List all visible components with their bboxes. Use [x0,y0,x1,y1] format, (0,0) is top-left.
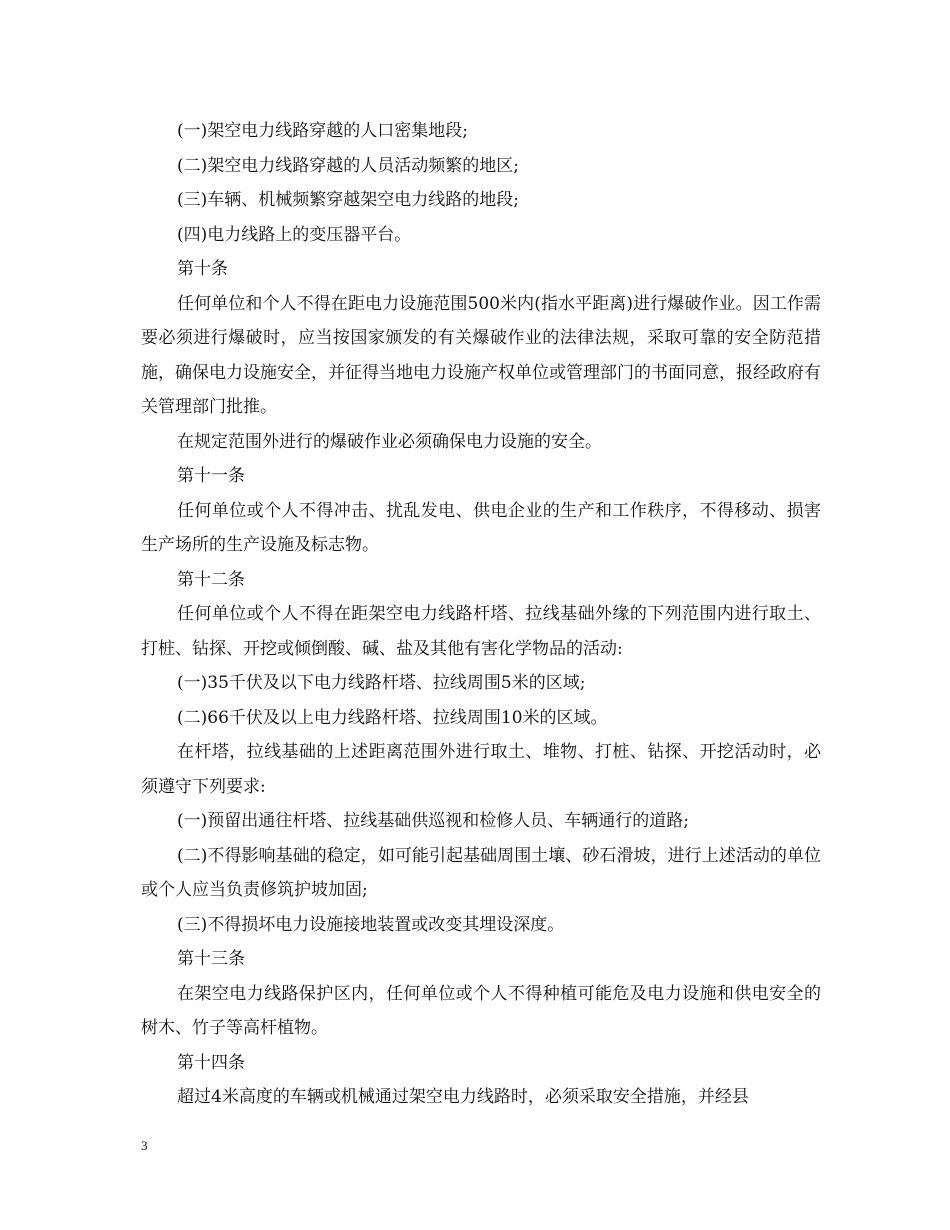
paragraph-clause-1: (一)架空电力线路穿越的人口密集地段; [177,121,468,141]
article-12-requirement-3: (三)不得损坏电力设施接地装置或改变其埋设深度。 [177,914,565,935]
article-12-requirement-2: (二)不得影响基础的稳定，如可能引起基础周围土壤、砂石滑坡，进行上述活动的单位或个人应当负责修筑护坡加固; [141,845,821,900]
article-10-note: 在规定范围外进行的爆破作业必须确保电力设施的安全。 [177,431,602,452]
article-11-body: 任何单位或个人不得冲击、扰乱发电、供电企业的生产和工作秩序，不得移动、损害生产场所的生产设施及标志物。 [141,500,821,555]
article-heading-13: 第十三条 [177,949,245,969]
document-body [141,114,821,1115]
article-12-clause-2: (二)66千伏及以上电力线路杆塔、拉线周围10米的区域。 [177,707,608,728]
article-heading-14: 第十四条 [177,1052,245,1073]
paragraph-clause-3: (三)车辆、机械频繁穿越架空电力线路的地段; [177,190,519,210]
article-12-clause-1: (一)35千伏及以下电力线路杆塔、拉线周围5米的区域; [177,673,586,693]
article-heading-12: 第十二条 [177,569,245,590]
article-13-body: 在架空电力线路保护区内，任何单位或个人不得种植可能危及电力设施和供电安全的树木、竹子等高杆植物。 [141,983,821,1038]
article-12-requirement-1: (一)预留出通往杆塔、拉线基础供巡视和检修人员、车辆通行的道路; [177,811,689,831]
article-heading-11: 第十一条 [177,466,245,486]
article-12-requirements: 在杆塔，拉线基础的上述距离范围外进行取土、堆物、打桩、钻探、开挖活动时，必须遵守下列要求: [141,742,821,797]
article-12-body: 任何单位或个人不得在距架空电力线路杆塔、拉线基础外缘的下列范围内进行取土、打桩、钻探、开挖或倾倒酸、碱、盐及其他有害化学物品的活动: [141,604,821,659]
paragraph-clause-2: (二)架空电力线路穿越的人员活动频繁的地区; [177,155,519,176]
article-14-body: 超过4米高度的车辆或机械通过架空电力线路时，必须采取安全措施，并经县 [177,1087,749,1107]
article-10-body: 任何单位和个人不得在距电力设施范围500米内(指水平距离)进行爆破作业。因工作需要必须进行爆破时，应当按国家颁发的有关爆破作业的法律法规，采取可靠的安全防范措施，确保电力设施安全，并征得当地电力设施产权单位或管理部门的书面同意，报经政府有关管理部门批推。 [141,293,821,417]
article-heading-10: 第十条 [177,259,228,279]
paragraph-clause-4: (四)电力线路上的变压器平台。 [177,224,412,245]
page-number: 3 [141,1138,148,1153]
